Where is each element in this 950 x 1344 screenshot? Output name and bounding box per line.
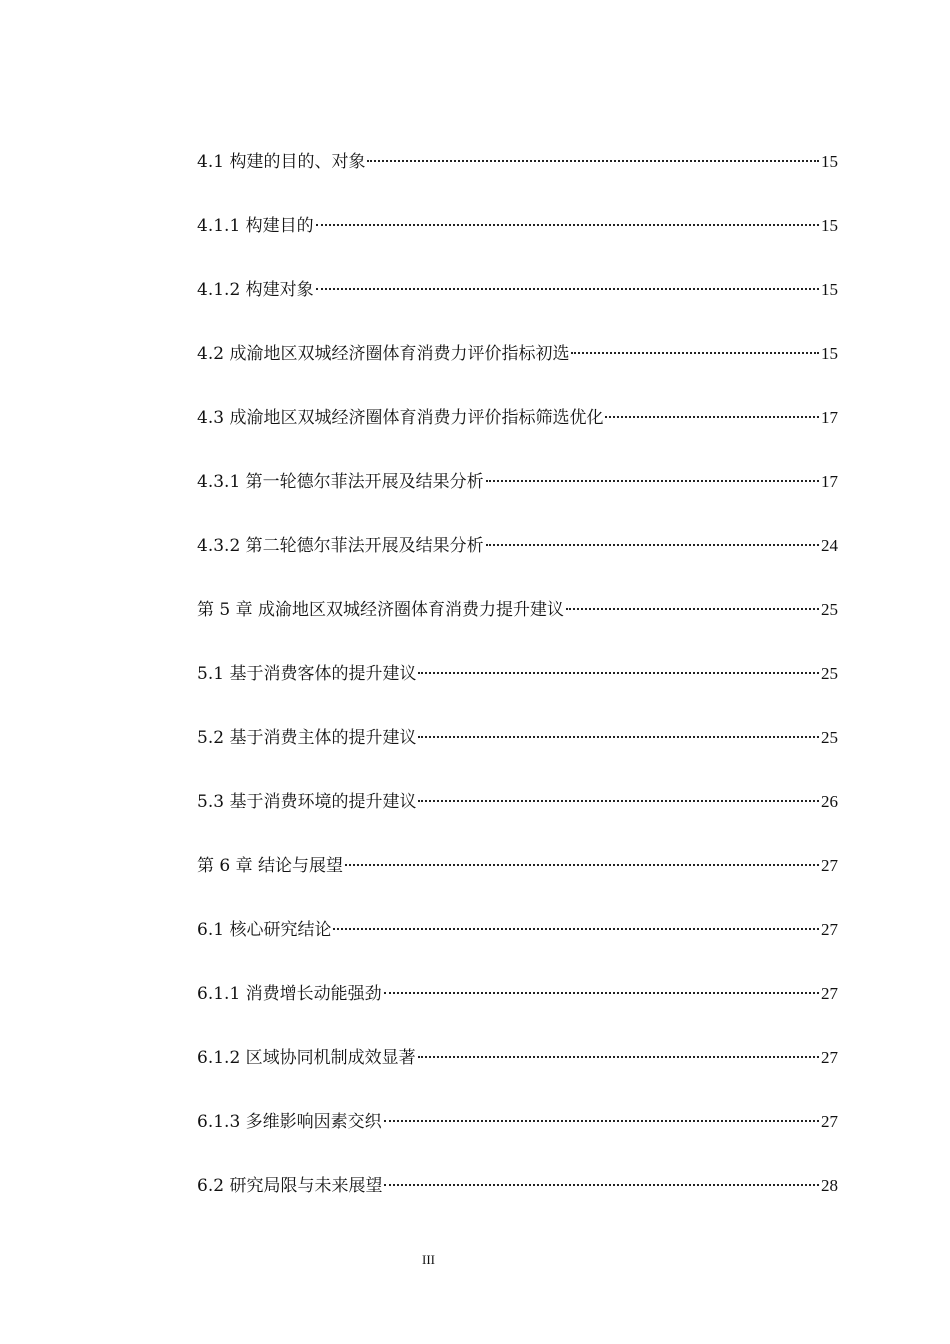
toc-entry[interactable] (197, 130, 838, 194)
toc-entry-page: 25 (821, 600, 838, 619)
toc-entry[interactable] (197, 322, 838, 386)
toc-entry-title: 4.1.2 构建对象 (197, 280, 314, 300)
toc-entry[interactable] (197, 1026, 838, 1090)
toc-entry-page: 27 (821, 920, 838, 939)
dot-leader (384, 1184, 819, 1186)
dot-leader (566, 608, 819, 610)
dot-leader (316, 224, 819, 226)
dot-leader (486, 544, 819, 546)
toc-entry-page: 15 (821, 280, 838, 299)
dot-leader (367, 160, 819, 162)
toc-entry[interactable] (197, 450, 838, 514)
dot-leader (418, 1056, 819, 1058)
toc-entry-page: 27 (821, 1112, 838, 1131)
toc-entry[interactable] (197, 578, 838, 642)
toc-entry-title: 5.3 基于消费环境的提升建议 (197, 792, 417, 812)
toc-entry-page: 17 (821, 408, 838, 427)
toc-entry-title: 4.2 成渝地区双城经济圈体育消费力评价指标初选 (197, 344, 570, 364)
toc-entry-title: 6.1.3 多维影响因素交织 (197, 1112, 382, 1132)
dot-leader (384, 1120, 819, 1122)
toc-entry-page: 27 (821, 1048, 838, 1067)
toc-entry-title: 5.1 基于消费客体的提升建议 (197, 664, 417, 684)
dot-leader (418, 736, 819, 738)
toc-entry[interactable] (197, 386, 838, 450)
toc-entry-title: 4.3.1 第一轮德尔菲法开展及结果分析 (197, 472, 484, 492)
toc-entry[interactable] (197, 258, 838, 322)
toc-entry-title: 4.3 成渝地区双城经济圈体育消费力评价指标筛选优化 (197, 408, 604, 428)
toc-entry-title: 6.1.2 区域协同机制成效显著 (197, 1048, 416, 1068)
dot-leader (418, 800, 819, 802)
toc-entry-title: 第 6 章 结论与展望 (197, 856, 344, 876)
dot-leader (571, 352, 819, 354)
toc-entry[interactable] (197, 194, 838, 258)
toc-entry[interactable] (197, 770, 838, 834)
toc-entry-title: 6.2 研究局限与未来展望 (197, 1176, 383, 1196)
toc-entry[interactable] (197, 1090, 838, 1154)
toc-entry-title: 4.3.2 第二轮德尔菲法开展及结果分析 (197, 536, 484, 556)
toc-entry[interactable] (197, 1154, 838, 1218)
toc-entry[interactable] (197, 642, 838, 706)
dot-leader (345, 864, 819, 866)
dot-leader (418, 672, 819, 674)
toc-entry-page: 25 (821, 728, 838, 747)
toc-entry-page: 15 (821, 152, 838, 171)
dot-leader (316, 288, 819, 290)
toc-entry-page: 15 (821, 344, 838, 363)
toc-entry-title: 4.1.1 构建目的 (197, 216, 314, 236)
toc-entry-page: 26 (821, 792, 838, 811)
toc-entry[interactable] (197, 514, 838, 578)
table-of-contents (197, 130, 838, 1218)
toc-entry-title: 6.1 核心研究结论 (197, 920, 332, 940)
toc-entry-title: 6.1.1 消费增长动能强劲 (197, 984, 382, 1004)
dot-leader (605, 416, 819, 418)
toc-entry-title: 第 5 章 成渝地区双城经济圈体育消费力提升建议 (197, 600, 565, 620)
toc-entry-page: 25 (821, 664, 838, 683)
toc-entry[interactable] (197, 898, 838, 962)
toc-entry-title: 4.1 构建的目的、对象 (197, 152, 366, 172)
toc-entry[interactable] (197, 706, 838, 770)
dot-leader (333, 928, 819, 930)
toc-entry-page: 27 (821, 856, 838, 875)
dot-leader (384, 992, 819, 994)
page-number: III (422, 1252, 435, 1267)
toc-entry[interactable] (197, 962, 838, 1026)
toc-entry-title: 5.2 基于消费主体的提升建议 (197, 728, 417, 748)
toc-entry-page: 17 (821, 472, 838, 491)
toc-entry[interactable] (197, 834, 838, 898)
toc-entry-page: 15 (821, 216, 838, 235)
toc-entry-page: 28 (821, 1176, 838, 1195)
dot-leader (486, 480, 819, 482)
toc-entry-page: 27 (821, 984, 838, 1003)
toc-entry-page: 24 (821, 536, 838, 555)
